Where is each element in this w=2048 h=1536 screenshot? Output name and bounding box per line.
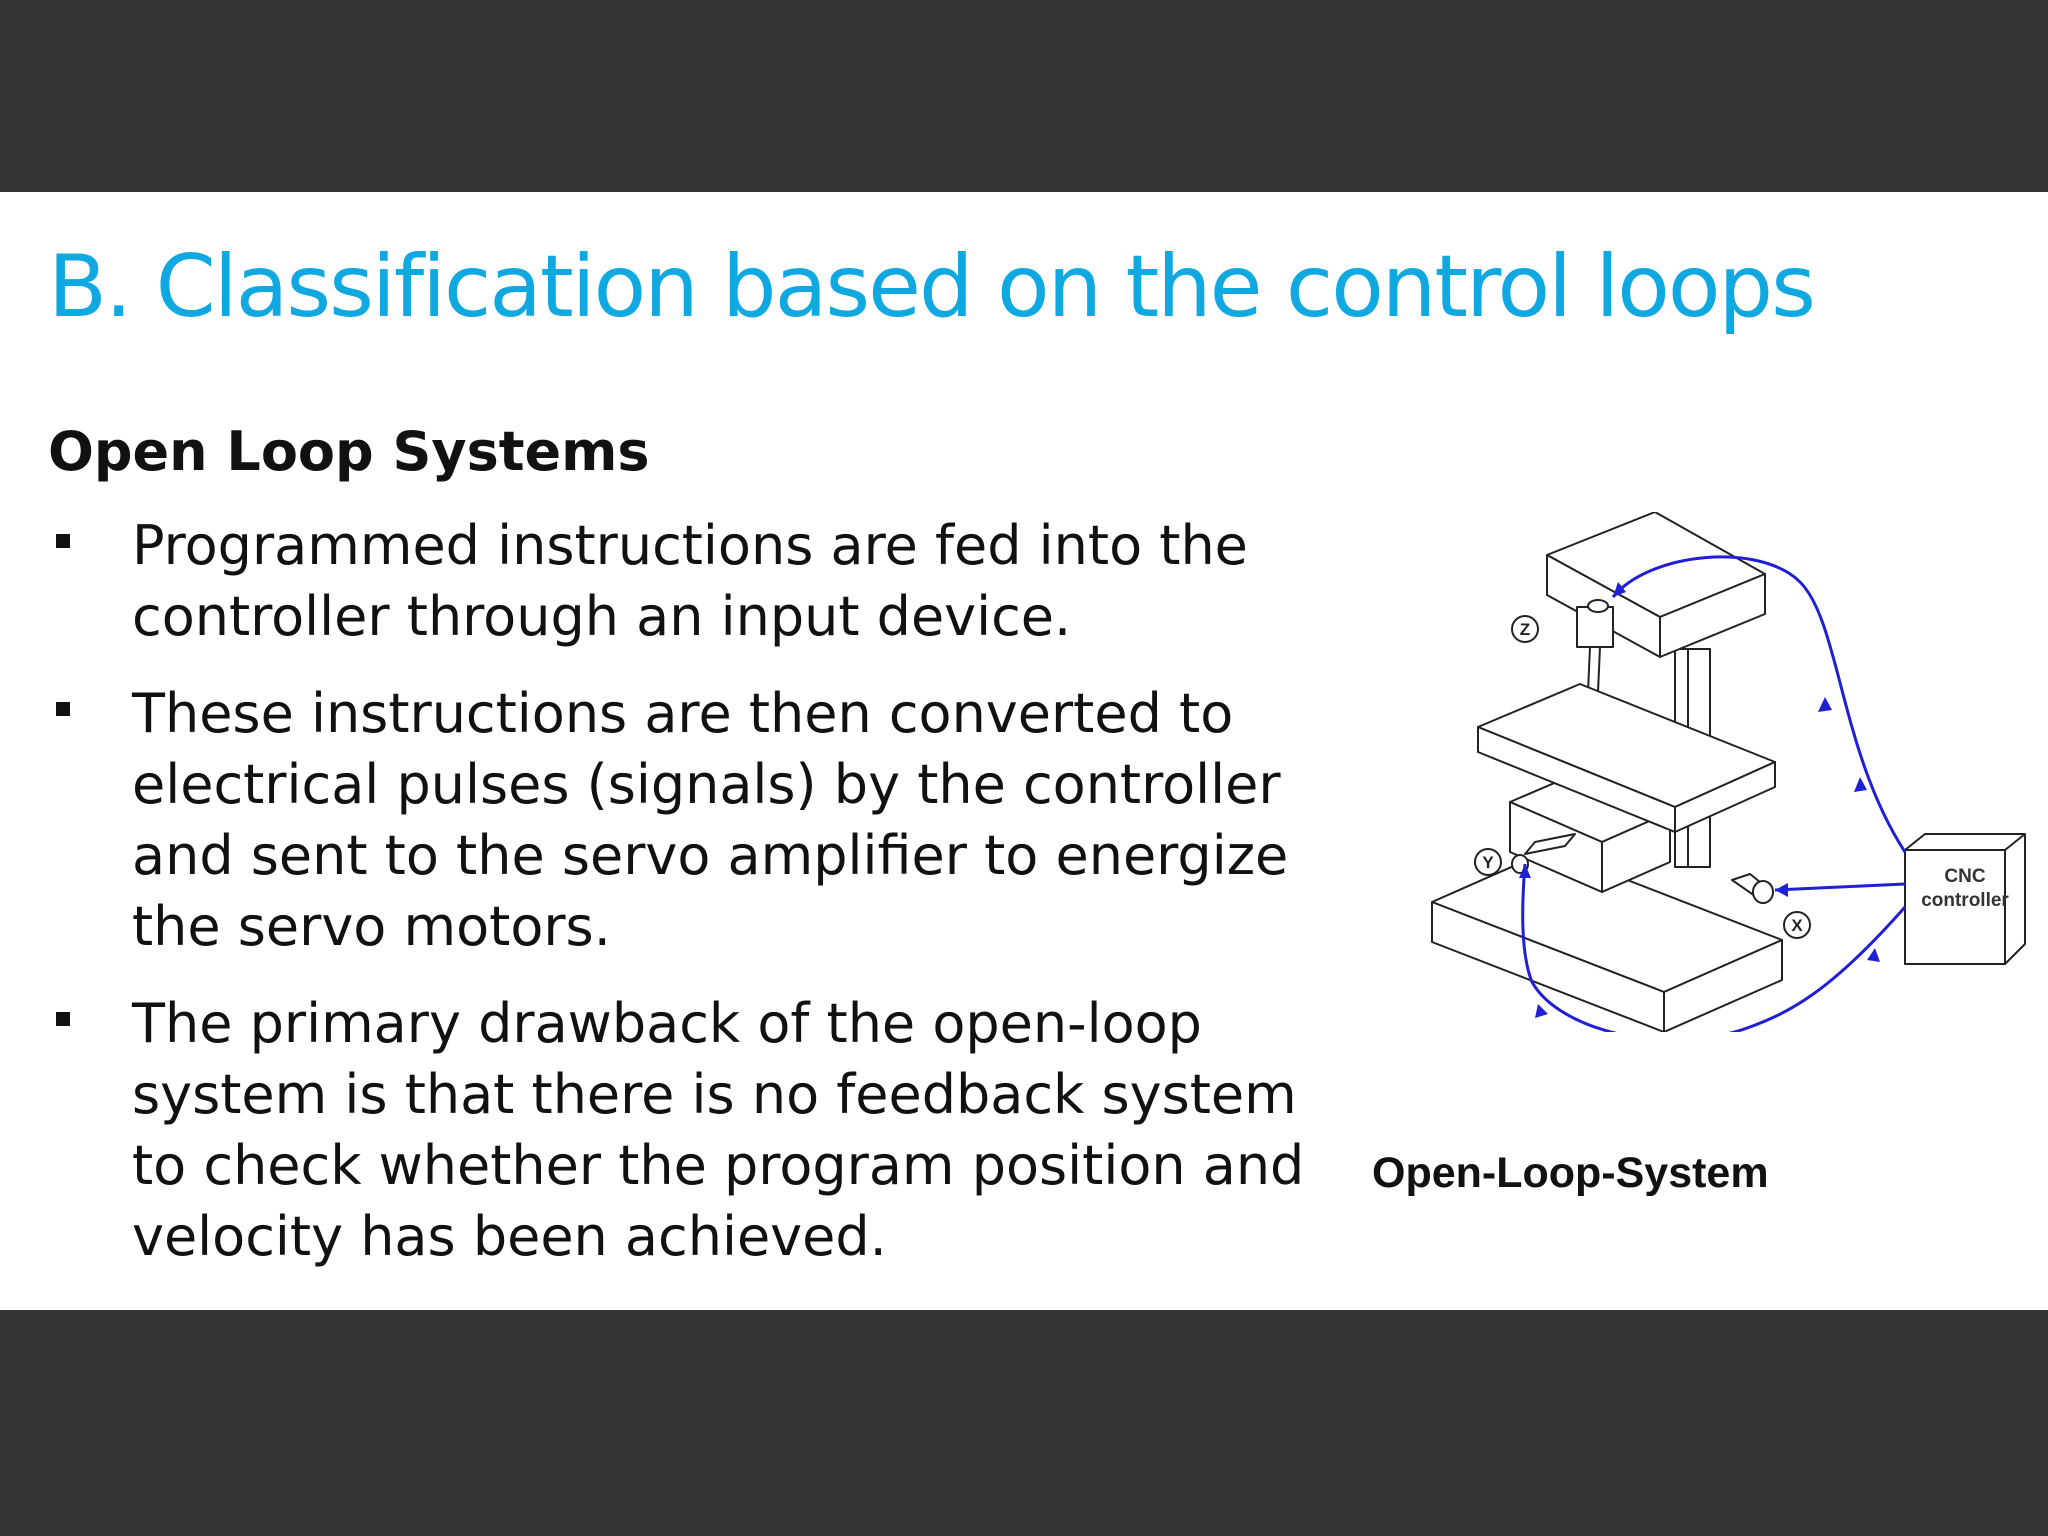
controller-label-line1: CNC [1944, 866, 1986, 887]
bullet-text: These instructions are then converted to electrical pulses (signals) by the controller and sent to the servo amplifier to energize the servo motors. [132, 682, 1289, 958]
bullet-square-icon [56, 1012, 70, 1026]
top-frame-band [0, 0, 2048, 192]
machine-outline [1432, 512, 2025, 1032]
figure-caption: Open-Loop-System [1372, 1149, 1769, 1197]
arrowhead-icon [1535, 1004, 1548, 1018]
bullet-item [48, 988, 1348, 1272]
milling-machine-drawing [1370, 512, 2030, 1032]
arrowhead-icon [1775, 883, 1788, 897]
section-subtitle: Open Loop Systems [48, 420, 650, 483]
z-axis-label: Z [1519, 620, 1531, 639]
bullet-text: Programmed instructions are fed into the controller through an input device. [132, 514, 1248, 648]
arrowhead-icon [1867, 948, 1880, 962]
spindle-housing [1577, 607, 1613, 647]
signal-line-x [1775, 884, 1905, 890]
bullet-square-icon [56, 702, 70, 716]
z-motor [1588, 600, 1608, 612]
bullet-list [48, 510, 1348, 1298]
arrowhead-icon [1818, 697, 1832, 712]
bullet-square-icon [56, 534, 70, 548]
slide [0, 192, 2048, 1310]
spindle [1588, 647, 1590, 692]
bullet-item [48, 678, 1348, 962]
y-axis-label: Y [1482, 853, 1494, 872]
controller-label-line2: controller [1921, 890, 2009, 911]
bottom-frame-band [0, 1310, 2048, 1536]
arrowhead-icon [1854, 777, 1867, 792]
open-loop-diagram [1370, 512, 2030, 1032]
bullet-item [48, 510, 1348, 652]
x-motor [1753, 881, 1773, 903]
bullet-text: The primary drawback of the open-loop system is that there is no feedback system to check whether the program position and velocity has been achieved. [132, 992, 1305, 1268]
x-axis-label: X [1791, 916, 1803, 935]
slide-title: B. Classification based on the control loops [48, 237, 1814, 337]
spindle-edge [1598, 647, 1600, 692]
